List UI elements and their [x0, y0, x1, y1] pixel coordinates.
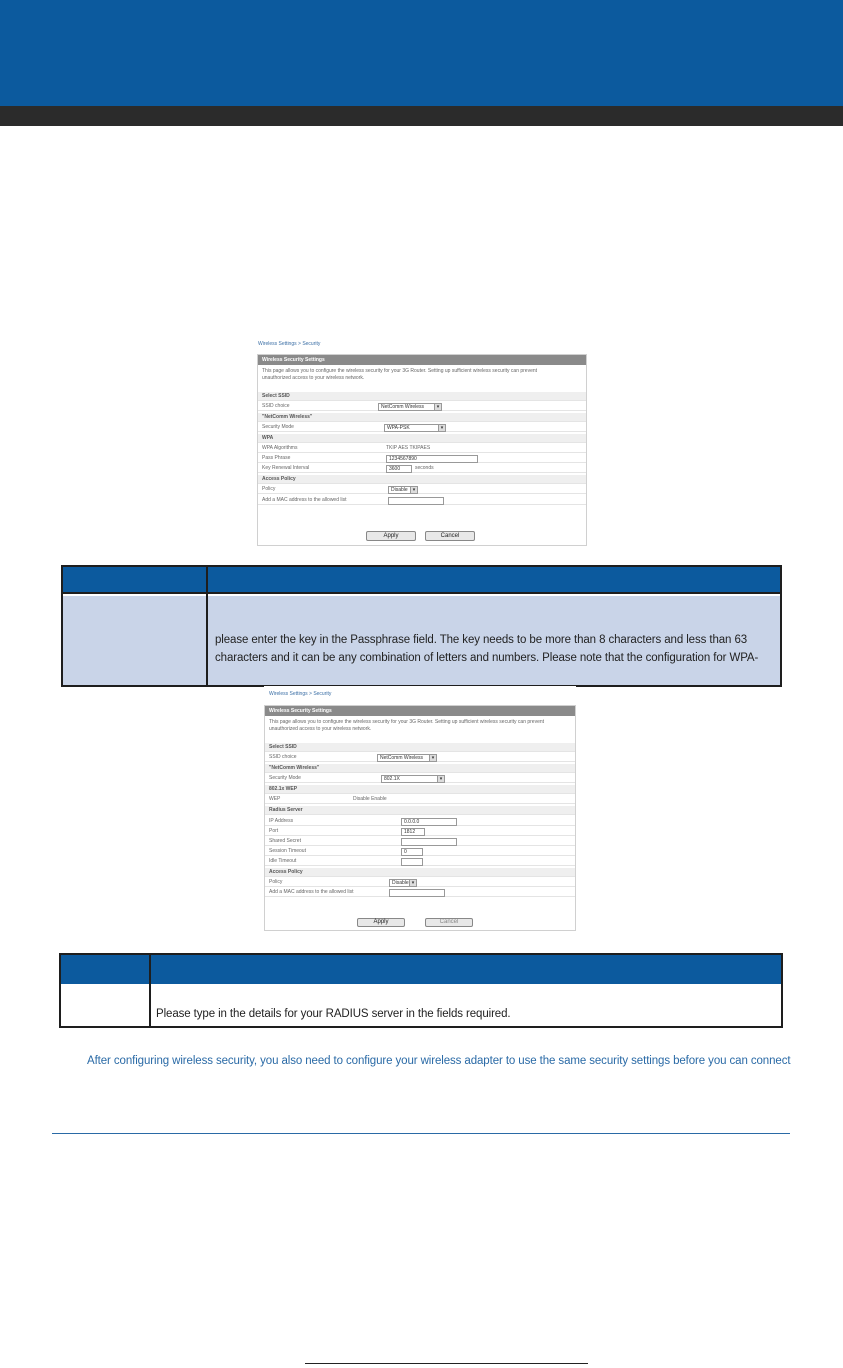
- section-select-ssid: Select SSID: [262, 393, 290, 399]
- policy-label: Policy: [269, 879, 283, 885]
- settings-title: Wireless Security Settings: [258, 355, 586, 365]
- security-mode-label: Security Mode: [262, 424, 294, 430]
- ssid-choice-label: SSID choice: [269, 754, 297, 760]
- session-timeout-label: Session Timeout: [269, 848, 306, 854]
- ssid-choice-select[interactable]: NetComm Wireless ▾: [377, 754, 437, 762]
- section-ssid-name: "NetComm Wireless": [269, 765, 320, 771]
- breadcrumb: Wireless Settings > Security: [269, 691, 332, 697]
- breadcrumb: Wireless Settings > Security: [258, 341, 321, 347]
- port-label: Port: [269, 828, 279, 834]
- security-mode-select[interactable]: WPA-PSK ▾: [384, 424, 446, 432]
- ssid-choice-select[interactable]: NetComm Wireless ▾: [378, 403, 442, 411]
- idle-timeout-label: Idle Timeout: [269, 858, 297, 864]
- table-body-text: Please type in the details for your RADIUS server in the fields required.: [156, 1008, 511, 1020]
- 8021x-settings-screenshot: [264, 686, 576, 932]
- chevron-down-icon: ▾: [409, 880, 416, 886]
- mac-address-input[interactable]: [388, 497, 444, 505]
- pass-phrase-input[interactable]: 1234567890: [386, 455, 478, 463]
- table-cell-left: [63, 596, 206, 685]
- mac-address-label: Add a MAC address to the allowed list: [269, 889, 354, 895]
- key-renewal-input[interactable]: 3600: [386, 465, 412, 473]
- table-header-row: [63, 567, 780, 594]
- header-divider-band: [0, 106, 843, 126]
- idle-timeout-input[interactable]: [401, 858, 423, 866]
- policy-select[interactable]: Disable ▾: [389, 879, 417, 887]
- apply-button[interactable]: Apply: [366, 531, 416, 541]
- wep-radios[interactable]: Disable Enable: [353, 796, 387, 802]
- radius-description-table: [59, 953, 783, 1028]
- wpa-psk-settings-screenshot: [257, 337, 587, 547]
- security-mode-select[interactable]: 802.1X ▾: [381, 775, 445, 783]
- chevron-down-icon: ▾: [429, 755, 436, 761]
- apply-button[interactable]: Apply: [357, 918, 405, 927]
- settings-title: Wireless Security Settings: [265, 706, 575, 716]
- wep-label: WEP: [269, 796, 281, 802]
- section-8021x-wep: 802.1x WEP: [269, 786, 298, 792]
- key-renewal-unit: seconds: [415, 465, 434, 471]
- shared-secret-input[interactable]: [401, 838, 457, 846]
- ip-address-label: IP Address: [269, 818, 294, 824]
- chevron-down-icon: ▾: [410, 487, 417, 493]
- pass-phrase-label: Pass Phrase: [262, 455, 291, 461]
- security-mode-label: Security Mode: [269, 775, 301, 781]
- section-access-policy: Access Policy: [269, 869, 303, 875]
- section-divider: [52, 1133, 790, 1134]
- section-access-policy: Access Policy: [262, 476, 296, 482]
- ssid-choice-label: SSID choice: [262, 403, 290, 409]
- table-body-text: please enter the key in the Passphrase field. The key needs to be more than 8 characters and less than 63 characters and it can be any combination of letters and numbers. Please note that the configuration for WPA-: [215, 634, 759, 664]
- cancel-button[interactable]: Cancel: [425, 918, 473, 927]
- ip-address-input[interactable]: 0.0.0.0: [401, 818, 457, 826]
- table-column-divider: [149, 955, 151, 1026]
- section-select-ssid: Select SSID: [269, 744, 297, 750]
- configuration-note: After configuring wireless security, you also need to configure your wireless adapter to use the same security settings before you can connect: [87, 1055, 791, 1067]
- cancel-button[interactable]: Cancel: [425, 531, 475, 541]
- section-ssid-name: "NetComm Wireless": [262, 414, 313, 420]
- intro-text: This page allows you to configure the wireless security for your 3G Router. Setting up sufficient wireless security can prevent unauthorized access to your wireless network.: [262, 368, 538, 381]
- mac-address-input[interactable]: [389, 889, 445, 897]
- key-renewal-label: Key Renewal Interval: [262, 465, 310, 471]
- wpa-algorithms-radios[interactable]: TKIP AES TKIPAES: [386, 445, 431, 451]
- wpa-algorithms-label: WPA Algorithms: [262, 445, 298, 451]
- session-timeout-input[interactable]: 0: [401, 848, 423, 856]
- chevron-down-icon: ▾: [437, 776, 444, 782]
- shared-secret-label: Shared Secret: [269, 838, 301, 844]
- chevron-down-icon: ▾: [434, 404, 441, 410]
- header-band: [0, 0, 843, 106]
- policy-label: Policy: [262, 486, 276, 492]
- wpa-psk-description-table: [61, 565, 782, 687]
- mac-address-label: Add a MAC address to the allowed list: [262, 497, 347, 503]
- port-input[interactable]: 1812: [401, 828, 425, 836]
- chevron-down-icon: ▾: [438, 425, 445, 431]
- intro-text: This page allows you to configure the wireless security for your 3G Router. Setting up sufficient wireless security can prevent unauthorized access to your wireless network.: [269, 719, 545, 732]
- section-radius-server: Radius Server: [269, 807, 303, 813]
- policy-select[interactable]: Disable ▾: [388, 486, 418, 494]
- table-header-row: [61, 955, 781, 984]
- footer-rule: [305, 1363, 588, 1364]
- section-wpa: WPA: [262, 435, 274, 441]
